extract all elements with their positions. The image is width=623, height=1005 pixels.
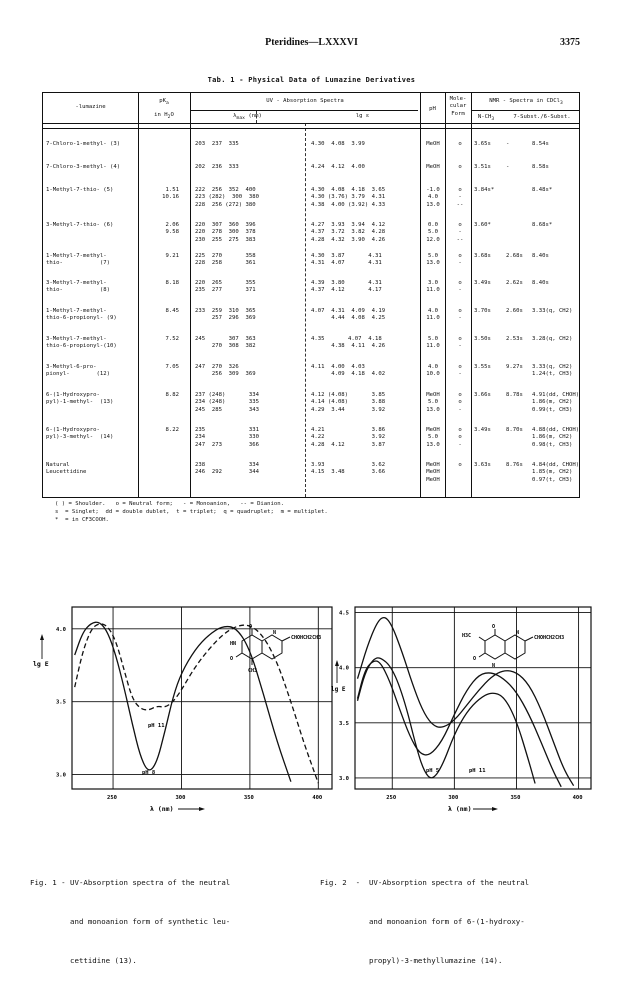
figure-2 <box>325 597 597 822</box>
fig1-ylabel: lg E <box>33 660 49 668</box>
cell-lambda: 220 307 360 396 <box>195 222 256 228</box>
footnote-3: * = in CF3COOH. <box>55 517 109 523</box>
cell-ph: 3.0 <box>427 280 439 286</box>
col-header-pka <box>138 98 190 108</box>
y-tick-label: 3.0 <box>56 772 66 779</box>
cell-lg: 4.30 (3.76) 3.79 4.31 <box>311 194 386 201</box>
cell-s7: 2.68s <box>506 253 523 259</box>
cell-pka: 2.06 <box>165 222 179 228</box>
series-line-2 <box>358 618 574 786</box>
fig2-n-ring: N <box>516 630 520 636</box>
cell-lg: 4.35 4.07 4.18 <box>311 336 382 342</box>
col-header-form <box>445 96 471 118</box>
y-tick-label: 3.5 <box>339 720 349 727</box>
cell-ph: MeOH <box>426 476 440 483</box>
cell-lambda: 220 278 300 378 <box>195 229 256 236</box>
cell-nch3: 3.84s* <box>474 187 495 193</box>
cell-name: 3-Methyl-7-thio- (6) <box>46 222 114 228</box>
form-line-3: Form <box>451 110 465 117</box>
cell-lg: 4.44 4.08 4.25 <box>311 315 386 322</box>
cell-s6: 8.40s <box>532 253 549 259</box>
cell-form: - <box>458 194 462 201</box>
fig1-ch3: CH3 <box>248 668 258 674</box>
cell-form: - <box>458 287 462 294</box>
cell-ph: 13.0 <box>426 260 440 267</box>
cell-lg: 4.07 4.31 4.09 4.19 <box>311 308 386 314</box>
cell-s6: 1.85(m, CH2) <box>532 469 573 476</box>
cell-s7: - <box>506 141 510 147</box>
fig1-ylabel-arrowhead <box>40 634 44 640</box>
x-tick-label: 250 <box>107 795 117 801</box>
cell-form: o <box>458 399 462 406</box>
cell-lg: 4.30 4.08 4.18 3.65 <box>311 187 386 193</box>
fig2-xlabel: λ (nm) <box>448 805 472 813</box>
lambda-unit: (nm) <box>248 113 262 119</box>
cell-ph: 4.0 <box>427 194 439 201</box>
cell-nch3: 3.55s <box>474 364 491 370</box>
cell-s7: 9.27s <box>506 364 523 370</box>
cell-lambda: 222 256 352 400 <box>195 187 256 193</box>
fig2-structure <box>479 629 533 659</box>
cell-form: - <box>458 315 462 322</box>
fig2-chain: CHOHCH2CH3 <box>534 635 565 641</box>
fig1-chain: CHOHCH2CH3 <box>291 635 322 641</box>
page-number: 3375 <box>560 37 580 48</box>
cell-pka: 7.52 <box>165 336 179 342</box>
cell-lg: 4.22 3.92 <box>311 434 386 441</box>
x-tick-label: 400 <box>572 795 583 801</box>
cell-lg: 4.30 4.08 3.99 <box>311 141 365 147</box>
cell-s6: 3.28(q, CH2) <box>532 336 573 342</box>
cell-name: 6-(1-Hydroxypro- <box>46 392 100 398</box>
col-header-nch3 <box>471 114 501 124</box>
cell-lambda: 233 259 310 365 <box>195 308 256 314</box>
cell-ph: 13.0 <box>426 201 440 208</box>
cell-name: 1-Methyl-7-methyl- <box>46 253 107 259</box>
cell-form: o <box>458 427 462 433</box>
footnote-1: ( ) = Shoulder. o = Neutral form; - = Monoanion, -- = Dianion. <box>55 501 285 507</box>
cell-s6: 1.86(m, CH2) <box>532 434 573 441</box>
cell-pka: 9.21 <box>165 253 179 259</box>
y-tick-label: 3.5 <box>56 699 66 706</box>
cell-ph: 5.0 <box>427 336 439 342</box>
pka-medium-sub: 2 <box>167 115 171 121</box>
fig2-label-ph5: pH 5 <box>426 768 440 774</box>
cell-s6: 0.98(t, CH3) <box>532 441 573 448</box>
data-table <box>42 92 580 498</box>
cell-lambda: 234 330 <box>195 434 259 441</box>
cell-name: pyl)-3-methyl- (14) <box>46 434 114 441</box>
cell-ph: 12.0 <box>426 236 440 243</box>
fig1-structure <box>236 629 290 665</box>
footnote-2: s = Singlet; dd = double dublet, t = triplet; q = quadruplet; m = multiplet. <box>55 509 328 515</box>
col-header-pka-medium <box>138 112 190 122</box>
cell-name: thio-6-propionyl- (9) <box>46 315 117 322</box>
cell-lambda: 234 (248) 335 <box>195 399 259 406</box>
col-header-name: -lumazine <box>75 104 106 110</box>
cell-form: o <box>458 164 462 170</box>
cell-pka: 9.58 <box>165 229 179 236</box>
cell-form: o <box>458 222 462 228</box>
cell-lg: 4.11 4.00 4.03 <box>311 364 365 370</box>
cell-lambda: 203 237 335 <box>195 141 239 147</box>
cell-lg: 4.38 4.00 (3.92) 4.33 <box>311 201 386 208</box>
running-title: Pteridines—LXXXVI <box>265 37 358 48</box>
cell-nch3: 3.63s <box>474 462 491 468</box>
nch3-label: N-CH <box>477 114 492 120</box>
cell-lambda: 238 334 <box>195 462 259 468</box>
cell-form: - <box>458 406 462 413</box>
pka-medium-label: in H <box>154 112 168 118</box>
cell-name: 7-Chloro-3-methyl- (4) <box>46 164 121 170</box>
fig1-caption-line-2: and monoanion form of synthetic leu- <box>30 917 231 926</box>
nch3-sub: 3 <box>491 117 495 123</box>
fig2-n-bottom: N <box>492 663 496 669</box>
cell-lg: 4.38 4.11 4.26 <box>311 343 386 350</box>
cell-form: - <box>458 343 462 350</box>
cell-lg: 4.29 3.44 3.92 <box>311 406 386 413</box>
fig2-o-top: O <box>492 624 496 630</box>
cell-s6: 1.24(t, CH3) <box>532 371 573 378</box>
cell-lg: 4.12 (4.08) 3.85 <box>311 392 386 398</box>
cell-lambda: 247 273 366 <box>195 441 259 448</box>
cell-lg: 4.28 4.32 3.90 4.26 <box>311 236 386 243</box>
cell-lambda: 257 296 369 <box>195 315 256 322</box>
cell-s7: 2.60s <box>506 308 523 314</box>
fig1-caption-line-3: cettidine (13). <box>30 956 137 965</box>
cell-form: - <box>458 260 462 267</box>
cell-lambda: 256 309 369 <box>195 371 256 378</box>
cell-nch3: 3.50s <box>474 336 491 342</box>
fig2-caption <box>320 850 529 980</box>
cell-ph: 0.0 <box>427 222 439 228</box>
cell-name: thio-6-propionyl-(10) <box>46 343 117 350</box>
subst7-label: 7-Subst. <box>513 114 541 120</box>
cell-ph: MeOH <box>426 462 440 468</box>
cell-name: 6-(1-Hydroxypro- <box>46 427 100 433</box>
cell-lambda: 235 331 <box>195 427 259 433</box>
cell-lambda: 225 270 358 <box>195 253 256 259</box>
figure-1-plot <box>30 597 340 822</box>
cell-ph: 4.0 <box>427 308 439 314</box>
cell-lg: 4.15 3.48 3.66 <box>311 469 386 476</box>
cell-name: thio- (8) <box>46 287 110 294</box>
cell-lambda: 220 265 355 <box>195 280 256 286</box>
cell-s7: 2.53s <box>506 336 523 342</box>
nmr-group-label: NMR - Spectra in CDCl <box>489 98 560 104</box>
cell-ph: MeOH <box>426 141 440 147</box>
cell-s6: 0.97(t, CH3) <box>532 476 573 483</box>
cell-pka: 8.18 <box>165 280 179 286</box>
cell-form: o <box>458 462 462 468</box>
form-line-1: Mole- <box>449 96 467 102</box>
table-caption: Tab. 1 - Physical Data of Lumazine Derivatives <box>207 76 416 84</box>
cell-lambda: 247 270 326 <box>195 364 239 370</box>
cell-pka: 8.22 <box>165 427 179 433</box>
cell-lg: 4.27 3.93 3.94 4.12 <box>311 222 386 228</box>
fig1-label-ph8: pH 8 <box>142 770 156 776</box>
cell-ph: MeOH <box>426 164 440 170</box>
cell-form: - <box>458 229 462 236</box>
cell-lambda: 246 292 344 <box>195 469 259 476</box>
cell-s7: - <box>506 164 510 170</box>
cell-s6: 1.86(m, CH2) <box>532 399 573 406</box>
cell-ph: 13.0 <box>426 441 440 448</box>
cell-nch3: 3.60* <box>474 222 491 228</box>
pka-medium-tail: O <box>170 112 174 118</box>
cell-name: 1-Methyl-7-methyl- <box>46 308 107 314</box>
fig2-xlabel-arrowhead <box>492 807 498 811</box>
cell-nch3: 3.70s <box>474 308 491 314</box>
cell-s6: 8.58s <box>532 164 549 170</box>
cell-form: o <box>458 364 462 370</box>
x-tick-label: 350 <box>243 795 254 801</box>
cell-lg: 4.21 3.86 <box>311 427 386 433</box>
series-line-0 <box>358 658 536 784</box>
cell-s6: 8.68s* <box>532 222 553 228</box>
cell-ph: 5.0 <box>427 399 439 406</box>
cell-s6: 3.33(q, CH2) <box>532 364 573 370</box>
cell-lg: 4.09 4.18 4.02 <box>311 371 386 378</box>
cell-form: o <box>458 336 462 342</box>
cell-ph: -1.0 <box>426 187 440 193</box>
cell-form: o <box>458 308 462 314</box>
fig1-xlabel: λ (nm) <box>150 805 174 813</box>
cell-s7: 8.78s <box>506 392 523 398</box>
cell-lambda: 270 308 382 <box>195 343 256 350</box>
cell-pka: 8.45 <box>165 308 179 314</box>
fig2-caption-line-2: and monoanion form of 6-(1-hydroxy- <box>320 917 525 926</box>
cell-lg: 4.14 (4.08) 3.88 <box>311 399 386 406</box>
cell-form: - <box>458 441 462 448</box>
cell-form: -- <box>456 201 464 208</box>
fig1-o-top: O <box>249 624 253 630</box>
x-tick-label: 300 <box>175 795 186 801</box>
cell-lambda: 235 277 371 <box>195 287 256 294</box>
cell-pka: 1.51 <box>165 187 179 193</box>
col-header-lambda <box>190 113 305 123</box>
lambda-sub: max <box>236 116 245 122</box>
cell-s6: 0.99(t, CH3) <box>532 406 573 413</box>
cell-form: o <box>458 187 462 193</box>
fig1-hn: HN <box>230 641 237 647</box>
fig2-ylabel-arrowhead <box>335 660 339 666</box>
cell-form: o <box>458 280 462 286</box>
cell-ph: 5.0 <box>427 434 439 441</box>
cell-ph: 5.0 <box>427 253 439 259</box>
cell-ph: MeOH <box>426 392 440 398</box>
figure-2-plot <box>325 597 597 822</box>
cell-lg: 3.93 3.62 <box>311 462 386 468</box>
cell-s6: 8.48s* <box>532 187 553 193</box>
x-tick-label: 300 <box>448 795 459 801</box>
x-tick-label: 350 <box>510 795 521 801</box>
cell-s6: 3.33(q, CH2) <box>532 308 573 314</box>
y-tick-label: 4.0 <box>339 665 349 672</box>
fig1-caption <box>30 850 230 980</box>
cell-name: pyl)-1-methyl- (13) <box>46 399 114 406</box>
cell-lg: 4.31 4.07 4.31 <box>311 260 382 267</box>
cell-ph: 11.0 <box>426 287 440 294</box>
cell-name: 3-Methyl-7-methyl- <box>46 280 107 286</box>
col-header-nmr-group <box>471 98 581 108</box>
cell-pka: 7.05 <box>165 364 179 370</box>
fig1-label-ph11: pH 11 <box>148 723 165 729</box>
y-tick-label: 4.5 <box>339 610 349 617</box>
y-tick-label: 3.0 <box>339 775 349 782</box>
cell-ph: MeOH <box>426 427 440 433</box>
cell-lg: 4.28 4.12 3.87 <box>311 441 386 448</box>
cell-pka: 8.82 <box>165 392 179 398</box>
cell-lambda: 202 236 333 <box>195 164 239 170</box>
pka-label: pK <box>159 98 166 104</box>
cell-form: -- <box>456 236 464 243</box>
fig2-caption-line-1: Fig. 2 - UV-Absorption spectra of the neutral <box>320 878 530 887</box>
cell-name: 7-Chloro-1-methyl- (3) <box>46 141 121 147</box>
y-tick-label: 4.0 <box>56 626 66 633</box>
cell-ph: 11.0 <box>426 315 440 322</box>
cell-lg: 4.30 3.87 4.31 <box>311 253 382 259</box>
cell-ph: 13.0 <box>426 406 440 413</box>
fig2-o-left: O <box>473 656 477 662</box>
fig1-caption-line-1: Fig. 1 - UV-Absorption spectra of the neutral <box>30 878 231 887</box>
cell-nch3: 3.68s <box>474 253 491 259</box>
pka-sub: a <box>165 101 169 107</box>
cell-name: 1-Methyl-7-thio- (5) <box>46 187 114 193</box>
form-line-2: cular <box>449 103 467 110</box>
x-tick-label: 250 <box>386 795 397 801</box>
cell-name: 3-Methyl-6-pro- <box>46 364 97 370</box>
col-header-ph: pH <box>429 106 436 112</box>
cell-lg: 4.24 4.12 4.00 <box>311 164 365 170</box>
cell-nch3: 3.51s <box>474 164 491 170</box>
cell-nch3: 3.49s <box>474 280 491 286</box>
cell-lg: 4.37 3.72 3.82 4.28 <box>311 229 386 236</box>
cell-s6: 8.54s <box>532 141 549 147</box>
cell-name: 3-Methyl-7-methyl- <box>46 336 107 342</box>
cell-form: o <box>458 253 462 259</box>
cell-lambda: 237 (248) 334 <box>195 392 259 398</box>
cell-lg: 4.37 4.12 4.17 <box>311 287 382 294</box>
cell-lambda: 223 (282) 300 380 <box>195 194 259 201</box>
cell-lambda: 245 285 343 <box>195 406 259 413</box>
cell-s6: 4.84(dd, CHOH) <box>532 462 580 468</box>
cell-s6: 8.40s <box>532 280 549 286</box>
cell-s7: 8.76s <box>506 462 523 468</box>
cell-form: o <box>458 434 462 441</box>
col-header-uv-group: UV - Absorption Spectra <box>266 98 344 104</box>
cell-ph: 4.0 <box>427 364 439 370</box>
cell-s6: 4.91(dd, CHOH) <box>532 392 580 398</box>
fig2-ylabel: lg E <box>331 686 346 693</box>
subst6-label: /6-Subst. <box>540 114 571 120</box>
lambda-label: λ <box>233 113 237 119</box>
cell-nch3: 3.65s <box>474 141 491 147</box>
cell-ph: MeOH <box>426 469 440 476</box>
cell-name: Leucettidine <box>46 469 87 476</box>
cell-name: thio- (7) <box>46 260 110 267</box>
cell-form: o <box>458 392 462 398</box>
cell-lambda: 230 255 275 383 <box>195 236 256 243</box>
cell-ph: 11.0 <box>426 343 440 350</box>
fig2-h3c: H3C <box>462 633 472 639</box>
cell-ph: 5.0 <box>427 229 439 236</box>
fig2-caption-line-3: propyl)-3-methyllumazine (14). <box>320 956 503 965</box>
cell-s6: 4.88(dd, CHOH) <box>532 427 580 433</box>
cell-lg: 4.39 3.80 4.31 <box>311 280 382 286</box>
fig1-n-ring: N <box>273 630 277 636</box>
cell-nch3: 3.49s <box>474 427 491 433</box>
figure-1 <box>30 597 340 822</box>
fig1-xlabel-arrowhead <box>199 807 205 811</box>
cell-form: o <box>458 141 462 147</box>
cell-name: Natural <box>46 462 70 468</box>
cell-ph: 10.0 <box>426 371 440 378</box>
fig2-label-ph11: pH 11 <box>469 768 486 774</box>
cell-lambda: 228 256 (272) 380 <box>195 201 256 208</box>
cell-name: pionyl- (12) <box>46 371 110 378</box>
cell-nch3: 3.66s <box>474 392 491 398</box>
cell-s7: 2.62s <box>506 280 523 286</box>
fig1-o-left: O <box>230 656 234 662</box>
x-tick-label: 400 <box>312 795 323 801</box>
cell-pka: 10.16 <box>162 194 179 201</box>
cell-form: - <box>458 371 462 378</box>
cell-lambda: 228 258 361 <box>195 260 256 267</box>
cell-lambda: 245 307 363 <box>195 336 256 342</box>
fig2-curves <box>358 618 574 787</box>
nmr-group-sub: 3 <box>559 101 563 107</box>
col-header-subst <box>503 114 581 121</box>
col-header-lg-epsilon: lg ε <box>355 113 370 119</box>
cell-s7: 8.70s <box>506 427 523 433</box>
